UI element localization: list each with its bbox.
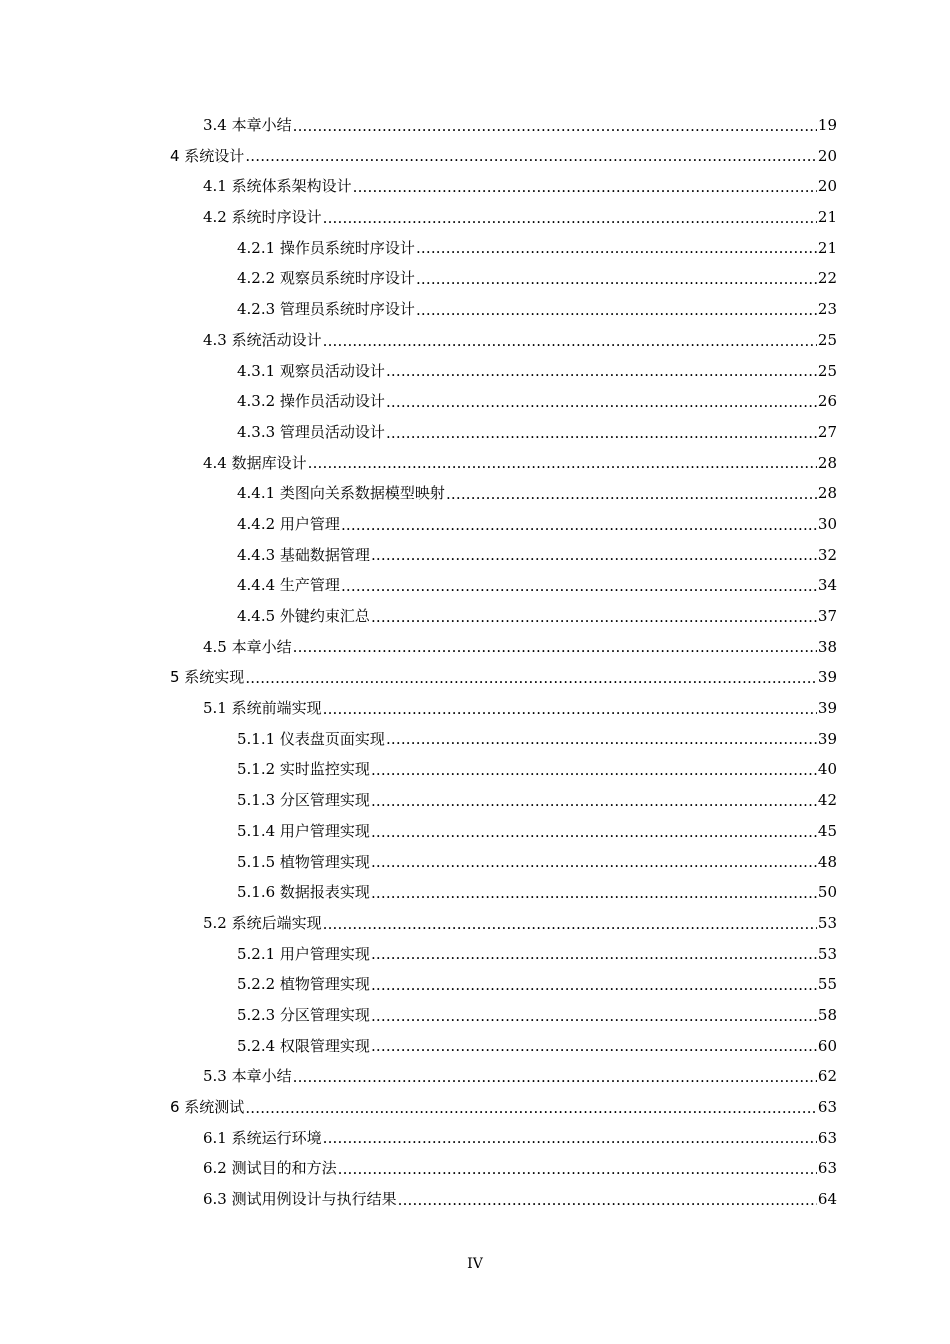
toc-entry-label: 6.1 系统运行环境 bbox=[203, 1123, 322, 1154]
toc-entry-page-number: 25 bbox=[817, 361, 837, 380]
toc-entry-page-number: 55 bbox=[817, 975, 837, 994]
toc-entry[interactable] bbox=[0, 325, 950, 356]
toc-entry-line bbox=[237, 417, 837, 448]
toc-entry[interactable] bbox=[0, 847, 950, 878]
toc-entry-page-number: 63 bbox=[817, 1128, 837, 1147]
toc-entry[interactable] bbox=[0, 1000, 950, 1031]
toc-entry[interactable] bbox=[0, 417, 950, 448]
toc-entry[interactable] bbox=[0, 785, 950, 816]
toc-dot-leader bbox=[416, 233, 817, 264]
toc-entry-label: 4.1 系统体系架构设计 bbox=[203, 171, 352, 202]
toc-entry-label: 5.2.4 权限管理实现 bbox=[237, 1031, 370, 1062]
toc-entry-label: 4 系统设计 bbox=[170, 141, 244, 172]
toc-entry-page-number: 63 bbox=[817, 1159, 837, 1178]
toc-dot-leader bbox=[323, 1123, 817, 1154]
toc-entry-label: 5.1.3 分区管理实现 bbox=[237, 785, 370, 816]
toc-entry[interactable] bbox=[0, 724, 950, 755]
toc-dot-leader bbox=[245, 662, 817, 693]
toc-entry-line bbox=[237, 816, 837, 847]
toc-entry-line bbox=[237, 601, 837, 632]
toc-entry-line bbox=[203, 693, 837, 724]
toc-entry[interactable] bbox=[0, 294, 950, 325]
toc-entry[interactable] bbox=[0, 386, 950, 417]
toc-entry-line bbox=[237, 263, 837, 294]
toc-dot-leader bbox=[323, 693, 817, 724]
toc-entry-line bbox=[237, 386, 837, 417]
toc-entry-page-number: 53 bbox=[817, 944, 837, 963]
toc-entry-page-number: 20 bbox=[817, 177, 837, 196]
toc-entry[interactable] bbox=[0, 1153, 950, 1184]
toc-entry[interactable] bbox=[0, 816, 950, 847]
toc-entry-label: 4.2 系统时序设计 bbox=[203, 202, 322, 233]
toc-entry-page-number: 26 bbox=[817, 392, 837, 411]
toc-entry-line bbox=[237, 877, 837, 908]
toc-dot-leader bbox=[371, 939, 817, 970]
toc-entry[interactable] bbox=[0, 202, 950, 233]
toc-entry-label: 4.2.3 管理员系统时序设计 bbox=[237, 294, 415, 325]
toc-dot-leader bbox=[371, 877, 817, 908]
toc-dot-leader bbox=[293, 1061, 817, 1092]
toc-entry-label: 5.2.2 植物管理实现 bbox=[237, 969, 370, 1000]
toc-entry-label: 5.3 本章小结 bbox=[203, 1061, 292, 1092]
toc-entry-label: 5.1.2 实时监控实现 bbox=[237, 754, 370, 785]
toc-dot-leader bbox=[338, 1153, 817, 1184]
toc-entry-line bbox=[237, 724, 837, 755]
toc-entry-page-number: 19 bbox=[817, 116, 837, 134]
toc-entry-line bbox=[237, 356, 837, 387]
toc-entry-label: 4.3 系统活动设计 bbox=[203, 325, 322, 356]
toc-dot-leader bbox=[245, 1092, 817, 1123]
toc-entry-page-number: 60 bbox=[817, 1036, 837, 1055]
toc-entry-line bbox=[203, 908, 837, 939]
toc-entry-page-number: 28 bbox=[817, 484, 837, 503]
toc-dot-leader bbox=[446, 478, 817, 509]
toc-dot-leader bbox=[386, 356, 817, 387]
toc-entry-line bbox=[203, 110, 837, 141]
toc-entry-page-number: 23 bbox=[817, 300, 837, 319]
toc-entry-label: 5.2.3 分区管理实现 bbox=[237, 1000, 370, 1031]
toc-entry-line bbox=[203, 202, 837, 233]
toc-entry-line bbox=[170, 1092, 837, 1123]
toc-entry[interactable] bbox=[0, 1184, 950, 1215]
toc-entry-line bbox=[237, 969, 837, 1000]
toc-entry-line bbox=[203, 632, 837, 663]
toc-entry[interactable] bbox=[0, 448, 950, 479]
toc-entry-label: 4.4 数据库设计 bbox=[203, 448, 307, 479]
toc-entry-page-number: 21 bbox=[817, 238, 837, 257]
toc-entry[interactable] bbox=[0, 1031, 950, 1062]
toc-entry-line bbox=[203, 1123, 837, 1154]
toc-entry-page-number: 39 bbox=[817, 699, 837, 718]
toc-entry-line bbox=[203, 1061, 837, 1092]
toc-entry-page-number: 21 bbox=[817, 208, 837, 227]
toc-entry-line bbox=[237, 233, 837, 264]
toc-entry-label: 5.1.6 数据报表实现 bbox=[237, 877, 370, 908]
toc-entry-page-number: 50 bbox=[817, 883, 837, 902]
toc-entry-page-number: 58 bbox=[817, 1005, 837, 1024]
toc-entry-line bbox=[237, 1031, 837, 1062]
toc-entry-page-number: 32 bbox=[817, 545, 837, 564]
toc-entry-line bbox=[237, 570, 837, 601]
toc-dot-leader bbox=[371, 540, 817, 571]
toc-dot-leader bbox=[341, 509, 817, 540]
toc-entry[interactable] bbox=[0, 693, 950, 724]
toc-dot-leader bbox=[245, 141, 817, 172]
toc-entry-page-number: 30 bbox=[817, 514, 837, 533]
toc-dot-leader bbox=[371, 754, 817, 785]
toc-entry-page-number: 62 bbox=[817, 1067, 837, 1086]
toc-dot-leader bbox=[416, 263, 817, 294]
toc-entry-line bbox=[237, 754, 837, 785]
toc-entry[interactable] bbox=[0, 1092, 950, 1123]
toc-entry-line bbox=[203, 325, 837, 356]
toc-entry[interactable] bbox=[0, 263, 950, 294]
toc-entry-page-number: 20 bbox=[817, 146, 837, 165]
toc-entry-line bbox=[237, 509, 837, 540]
toc-entry-label: 4.3.1 观察员活动设计 bbox=[237, 356, 385, 387]
toc-entry-line bbox=[203, 448, 837, 479]
toc-entry-line bbox=[237, 1000, 837, 1031]
toc-entry-label: 4.2.1 操作员系统时序设计 bbox=[237, 233, 415, 264]
toc-entry-label: 6.3 测试用例设计与执行结果 bbox=[203, 1184, 397, 1215]
toc-entry-label: 5.1.4 用户管理实现 bbox=[237, 816, 370, 847]
toc-dot-leader bbox=[353, 171, 817, 202]
toc-entry-label: 5 系统实现 bbox=[170, 662, 244, 693]
toc-entry-label: 4.5 本章小结 bbox=[203, 632, 292, 663]
toc-entry[interactable] bbox=[0, 908, 950, 939]
toc-entry[interactable] bbox=[0, 754, 950, 785]
toc-entry-line bbox=[203, 1184, 837, 1215]
toc-entry-line bbox=[237, 478, 837, 509]
toc-entry-page-number: 34 bbox=[817, 576, 837, 595]
toc-entry-label: 5.2 系统后端实现 bbox=[203, 908, 322, 939]
toc-dot-leader bbox=[371, 816, 817, 847]
toc-entry-page-number: 64 bbox=[817, 1190, 837, 1209]
toc-entry-label: 5.1.5 植物管理实现 bbox=[237, 847, 370, 878]
toc-entry[interactable] bbox=[0, 1061, 950, 1092]
toc-entry[interactable] bbox=[0, 632, 950, 663]
page-number: IV bbox=[467, 1256, 483, 1272]
toc-entry-label: 4.3.2 操作员活动设计 bbox=[237, 386, 385, 417]
toc-entry-page-number: 53 bbox=[817, 913, 837, 932]
toc-entry-page-number: 25 bbox=[817, 330, 837, 349]
toc-dot-leader bbox=[371, 785, 817, 816]
toc-dot-leader bbox=[293, 632, 817, 663]
toc-entry-page-number: 48 bbox=[817, 852, 837, 871]
toc-entry-line bbox=[237, 294, 837, 325]
toc-dot-leader bbox=[386, 386, 817, 417]
toc-entry-page-number: 27 bbox=[817, 422, 837, 441]
toc-entry[interactable] bbox=[0, 509, 950, 540]
toc-entry-page-number: 39 bbox=[817, 668, 837, 687]
toc-entry-page-number: 39 bbox=[817, 729, 837, 748]
toc-dot-leader bbox=[416, 294, 817, 325]
toc-entry-page-number: 42 bbox=[817, 791, 837, 810]
toc-dot-leader bbox=[371, 1000, 817, 1031]
toc-entry[interactable] bbox=[0, 356, 950, 387]
toc-dot-leader bbox=[371, 847, 817, 878]
toc-dot-leader bbox=[386, 417, 817, 448]
toc-entry-label: 4.2.2 观察员系统时序设计 bbox=[237, 263, 415, 294]
toc-entry[interactable] bbox=[0, 662, 950, 693]
table-of-contents bbox=[0, 110, 950, 1215]
toc-dot-leader bbox=[341, 570, 817, 601]
toc-dot-leader bbox=[323, 202, 817, 233]
toc-entry-label: 6 系统测试 bbox=[170, 1092, 244, 1123]
toc-entry-page-number: 45 bbox=[817, 821, 837, 840]
toc-dot-leader bbox=[323, 325, 817, 356]
toc-entry-label: 6.2 测试目的和方法 bbox=[203, 1153, 337, 1184]
toc-entry-label: 3.4 本章小结 bbox=[203, 110, 292, 141]
toc-entry[interactable] bbox=[0, 969, 950, 1000]
toc-entry-line bbox=[203, 171, 837, 202]
toc-entry-line bbox=[237, 939, 837, 970]
toc-entry-line bbox=[237, 540, 837, 571]
toc-entry[interactable] bbox=[0, 570, 950, 601]
toc-entry[interactable] bbox=[0, 478, 950, 509]
toc-entry[interactable] bbox=[0, 110, 950, 141]
toc-entry-label: 4.4.4 生产管理 bbox=[237, 570, 340, 601]
toc-entry[interactable] bbox=[0, 233, 950, 264]
toc-dot-leader bbox=[323, 908, 817, 939]
toc-entry-line bbox=[237, 847, 837, 878]
toc-entry-page-number: 22 bbox=[817, 269, 837, 288]
toc-entry-label: 5.1.1 仪表盘页面实现 bbox=[237, 724, 385, 755]
toc-entry-label: 5.2.1 用户管理实现 bbox=[237, 939, 370, 970]
toc-entry[interactable] bbox=[0, 171, 950, 202]
toc-entry-label: 4.4.1 类图向关系数据模型映射 bbox=[237, 478, 445, 509]
toc-entry[interactable] bbox=[0, 1123, 950, 1154]
toc-entry-label: 4.4.2 用户管理 bbox=[237, 509, 340, 540]
toc-entry-page-number: 37 bbox=[817, 607, 837, 625]
toc-entry[interactable] bbox=[0, 540, 950, 571]
toc-entry-label: 4.4.5 外键约束汇总 bbox=[237, 601, 370, 632]
toc-entry[interactable] bbox=[0, 939, 950, 970]
toc-dot-leader bbox=[398, 1184, 817, 1215]
toc-dot-leader bbox=[386, 724, 817, 755]
toc-dot-leader bbox=[371, 969, 817, 1000]
toc-dot-leader bbox=[371, 601, 817, 632]
toc-entry-line bbox=[170, 662, 837, 693]
toc-entry-page-number: 38 bbox=[817, 637, 837, 656]
toc-dot-leader bbox=[293, 110, 817, 141]
toc-dot-leader bbox=[371, 1031, 817, 1062]
toc-entry-page-number: 63 bbox=[817, 1098, 837, 1116]
toc-entry-line bbox=[237, 785, 837, 816]
toc-entry-page-number: 28 bbox=[817, 453, 837, 472]
toc-entry-line bbox=[203, 1153, 837, 1184]
toc-entry[interactable] bbox=[0, 877, 950, 908]
toc-entry-line bbox=[170, 141, 837, 172]
toc-entry-page-number: 40 bbox=[817, 760, 837, 779]
toc-entry-label: 4.3.3 管理员活动设计 bbox=[237, 417, 385, 448]
toc-entry-label: 4.4.3 基础数据管理 bbox=[237, 540, 370, 571]
toc-entry-label: 5.1 系统前端实现 bbox=[203, 693, 322, 724]
toc-entry[interactable] bbox=[0, 601, 950, 632]
toc-entry[interactable] bbox=[0, 141, 950, 172]
toc-dot-leader bbox=[308, 448, 817, 479]
